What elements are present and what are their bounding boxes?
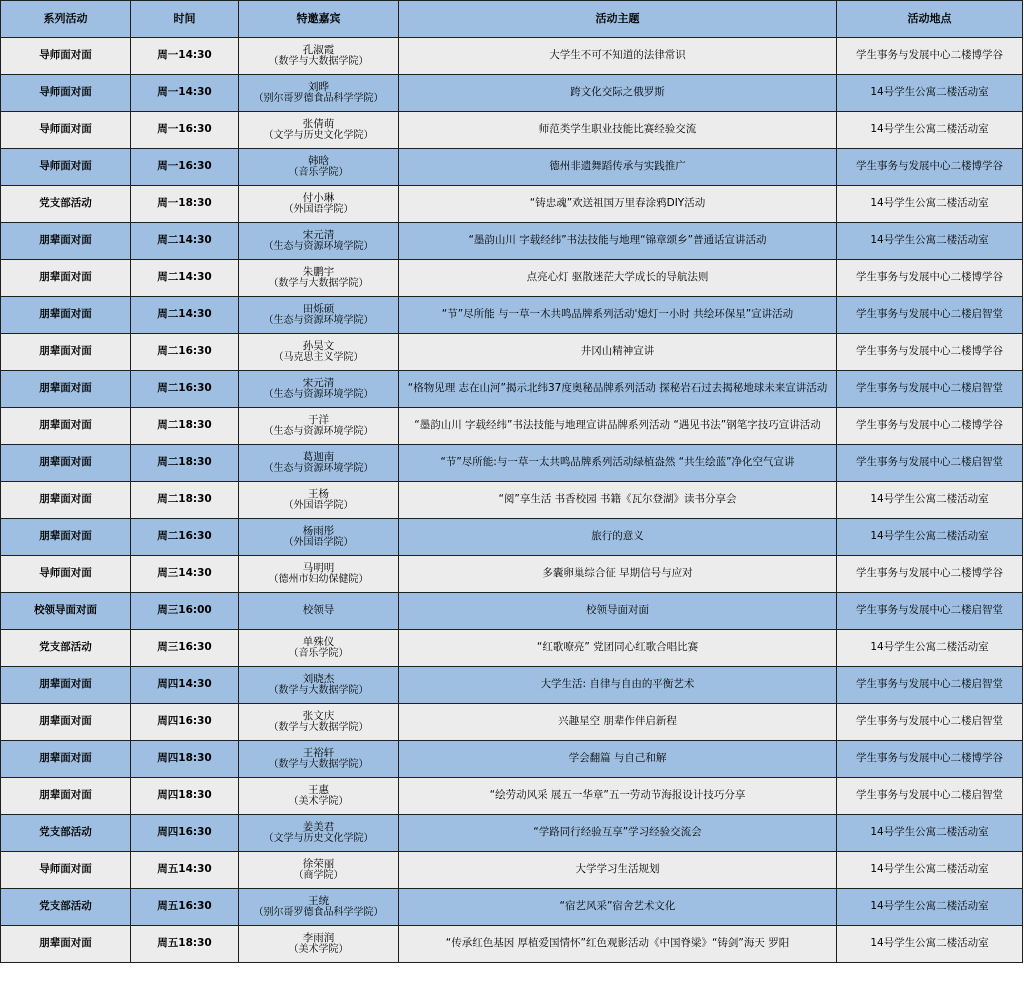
series-cell: 朋辈面对面 [1,926,131,963]
guest-affiliation: （数学与大数据学院） [268,56,369,68]
guest-name: 王统 [308,894,329,907]
table-row [1,38,1023,75]
time-cell: 周一16:30 [131,149,239,186]
time-cell: 周一14:30 [131,38,239,75]
guest-cell [239,852,399,889]
header-topic: 活动主题 [399,1,837,38]
table-row [1,778,1023,815]
guest-name: 王杨 [308,487,329,500]
guest-cell [239,593,399,630]
guest-affiliation: （数学与大数据学院） [268,722,369,734]
series-cell: 导师面对面 [1,556,131,593]
table-row [1,260,1023,297]
guest-name: 刘晓杰 [302,672,335,685]
guest-cell [239,630,399,667]
guest-cell [239,149,399,186]
time-cell: 周三14:30 [131,556,239,593]
table-row [1,815,1023,852]
series-cell: 朋辈面对面 [1,408,131,445]
topic-cell: “墨韵山川 字载经纬”书法技能与地理“锦章颂乡”普通话宣讲活动 [399,223,837,260]
table-row [1,75,1023,112]
table-row [1,889,1023,926]
series-cell: 朋辈面对面 [1,778,131,815]
series-cell: 朋辈面对面 [1,445,131,482]
time-cell: 周一14:30 [131,75,239,112]
series-cell: 朋辈面对面 [1,741,131,778]
time-cell: 周二18:30 [131,482,239,519]
guest-cell [239,778,399,815]
series-cell: 校领导面对面 [1,593,131,630]
series-cell: 朋辈面对面 [1,371,131,408]
topic-cell: “传承红色基因 厚植爱国情怀”红色观影活动《中国脊梁》“铸剑”海天 罗阳 [399,926,837,963]
guest-cell [239,741,399,778]
topic-cell: 点亮心灯 驱散迷茫大学成长的导航法则 [399,260,837,297]
guest-cell [239,260,399,297]
location-cell: 学生事务与发展中心二楼启智堂 [837,667,1023,704]
table-row [1,926,1023,963]
series-cell: 导师面对面 [1,75,131,112]
time-cell: 周一16:30 [131,112,239,149]
guest-affiliation: （生态与资源环境学院） [263,315,374,327]
guest-cell [239,38,399,75]
guest-affiliation: （文学与历史文化学院） [263,130,374,142]
series-cell: 朋辈面对面 [1,667,131,704]
time-cell: 周二16:30 [131,519,239,556]
topic-cell: “节”尽所能:与一草一太共鸣品牌系列活动绿植盎然 “共生绘蓝”净化空气宣讲 [399,445,837,482]
guest-affiliation: （生态与资源环境学院） [263,426,374,438]
topic-cell: 大学生不可不知道的法律常识 [399,38,837,75]
series-cell: 朋辈面对面 [1,260,131,297]
location-cell: 学生事务与发展中心二楼启智堂 [837,778,1023,815]
topic-cell: “节”尽所能 与一草一木共鸣品牌系列活动'熄灯一小时 共绘环保星”宣讲活动 [399,297,837,334]
guest-name: 葛迦南 [302,450,335,463]
topic-cell: “绘劳动风采 展五一华章”五一劳动节海报设计技巧分享 [399,778,837,815]
table-row [1,667,1023,704]
topic-cell: “红歌嘹亮” 党团同心红歌合唱比赛 [399,630,837,667]
topic-cell: 旅行的意义 [399,519,837,556]
series-cell: 朋辈面对面 [1,704,131,741]
time-cell: 周三16:30 [131,630,239,667]
guest-name: 徐荣丽 [302,857,335,870]
guest-affiliation: （别尔哥罗德食品科学学院） [253,93,384,105]
guest-cell [239,75,399,112]
series-cell: 导师面对面 [1,149,131,186]
guest-cell [239,556,399,593]
location-cell: 14号学生公寓二楼活动室 [837,223,1023,260]
location-cell: 14号学生公寓二楼活动室 [837,186,1023,223]
topic-cell: “格物见理 志在山河”揭示北纬37度奥秘品牌系列活动 探秘岩石过去揭秘地球未来宣讲活动 [399,371,837,408]
series-cell: 导师面对面 [1,112,131,149]
time-cell: 周五14:30 [131,852,239,889]
location-cell: 14号学生公寓二楼活动室 [837,926,1023,963]
guest-name: 张文庆 [302,709,335,722]
guest-name: 李雨润 [302,931,335,944]
series-cell: 朋辈面对面 [1,297,131,334]
table-row [1,223,1023,260]
time-cell: 周一18:30 [131,186,239,223]
guest-name: 校领导 [302,604,335,617]
time-cell: 周三16:00 [131,593,239,630]
guest-cell [239,519,399,556]
topic-cell: 德州非遗舞蹈传承与实践推广 [399,149,837,186]
guest-affiliation: （马克思主义学院） [273,352,364,364]
location-cell: 学生事务与发展中心二楼启智堂 [837,371,1023,408]
table-row [1,408,1023,445]
guest-cell [239,408,399,445]
header-series: 系列活动 [1,1,131,38]
guest-affiliation: （外国语学院） [283,500,354,512]
guest-cell [239,186,399,223]
table-row [1,741,1023,778]
guest-affiliation: （音乐学院） [288,648,349,660]
topic-cell: 学会翻篇 与自己和解 [399,741,837,778]
location-cell: 14号学生公寓二楼活动室 [837,75,1023,112]
location-cell: 14号学生公寓二楼活动室 [837,482,1023,519]
guest-affiliation: （外国语学院） [283,204,354,216]
location-cell: 学生事务与发展中心二楼启智堂 [837,704,1023,741]
table-row [1,186,1023,223]
location-cell: 14号学生公寓二楼活动室 [837,852,1023,889]
guest-name: 马明明 [302,561,335,574]
guest-affiliation: （美术学院） [288,944,349,956]
time-cell: 周二16:30 [131,371,239,408]
header-row [1,1,1023,38]
location-cell: 学生事务与发展中心二楼博学谷 [837,556,1023,593]
guest-name: 付小琳 [302,191,335,204]
series-cell: 党支部活动 [1,630,131,667]
guest-name: 孙昊文 [302,339,335,352]
guest-affiliation: （音乐学院） [288,167,349,179]
guest-affiliation: （数学与大数据学院） [268,759,369,771]
time-cell: 周二14:30 [131,297,239,334]
guest-cell [239,704,399,741]
topic-cell: 大学学习生活规划 [399,852,837,889]
header-guest: 特邀嘉宾 [239,1,399,38]
guest-affiliation: （数学与大数据学院） [268,278,369,290]
table-row [1,112,1023,149]
header-location: 活动地点 [837,1,1023,38]
location-cell: 14号学生公寓二楼活动室 [837,815,1023,852]
series-cell: 朋辈面对面 [1,482,131,519]
guest-affiliation: （文学与历史文化学院） [263,833,374,845]
guest-affiliation: （生态与资源环境学院） [263,463,374,475]
guest-cell [239,445,399,482]
guest-affiliation: （德州市妇幼保健院） [268,574,369,586]
location-cell: 学生事务与发展中心二楼启智堂 [837,445,1023,482]
topic-cell: “墨韵山川 字载经纬”书法技能与地理宣讲品牌系列活动 “遇见书法”钢笔字技巧宣讲活动 [399,408,837,445]
series-cell: 党支部活动 [1,889,131,926]
topic-cell: “阅”享生活 书香校园 书籍《瓦尔登湖》读书分享会 [399,482,837,519]
table-row [1,556,1023,593]
time-cell: 周四18:30 [131,741,239,778]
time-cell: 周二18:30 [131,445,239,482]
guest-affiliation: （外国语学院） [283,537,354,549]
table-row [1,630,1023,667]
guest-name: 于洋 [308,413,329,426]
time-cell: 周四18:30 [131,778,239,815]
table-row [1,704,1023,741]
table-row [1,297,1023,334]
location-cell: 学生事务与发展中心二楼博学谷 [837,741,1023,778]
guest-name: 杨雨彤 [302,524,335,537]
series-cell: 导师面对面 [1,38,131,75]
guest-name: 刘晔 [308,80,329,93]
header-time: 时间 [131,1,239,38]
time-cell: 周四16:30 [131,704,239,741]
guest-affiliation: （别尔哥罗德食品科学学院） [253,907,384,919]
topic-cell: “宿艺风采”宿舍艺术文化 [399,889,837,926]
guest-cell [239,223,399,260]
location-cell: 学生事务与发展中心二楼启智堂 [837,297,1023,334]
topic-cell: 师范类学生职业技能比赛经验交流 [399,112,837,149]
topic-cell: 兴趣星空 朋辈作伴启新程 [399,704,837,741]
time-cell: 周五18:30 [131,926,239,963]
guest-name: 姜美君 [302,820,335,833]
guest-cell [239,334,399,371]
location-cell: 学生事务与发展中心二楼博学谷 [837,149,1023,186]
time-cell: 周二14:30 [131,260,239,297]
table-row [1,852,1023,889]
location-cell: 14号学生公寓二楼活动室 [837,112,1023,149]
location-cell: 学生事务与发展中心二楼博学谷 [837,408,1023,445]
time-cell: 周二16:30 [131,334,239,371]
guest-cell [239,667,399,704]
guest-name: 王惠 [308,783,329,796]
guest-name: 张倩萌 [302,117,335,130]
time-cell: 周二14:30 [131,223,239,260]
guest-affiliation: （数学与大数据学院） [268,685,369,697]
time-cell: 周五16:30 [131,889,239,926]
topic-cell: “铸忠魂”欢送祖国万里春涂鸦DIY活动 [399,186,837,223]
guest-cell [239,926,399,963]
location-cell: 学生事务与发展中心二楼启智堂 [837,593,1023,630]
table-row [1,334,1023,371]
topic-cell: 跨文化交际之俄罗斯 [399,75,837,112]
guest-cell [239,297,399,334]
schedule-body [1,38,1023,963]
guest-name: 田烁硕 [302,302,335,315]
location-cell: 14号学生公寓二楼活动室 [837,889,1023,926]
location-cell: 学生事务与发展中心二楼博学谷 [837,260,1023,297]
topic-cell: 多囊卵巢综合征 早期信号与应对 [399,556,837,593]
series-cell: 朋辈面对面 [1,223,131,260]
series-cell: 党支部活动 [1,186,131,223]
guest-name: 朱鹏宇 [302,265,335,278]
location-cell: 学生事务与发展中心二楼博学谷 [837,334,1023,371]
guest-cell [239,482,399,519]
time-cell: 周二18:30 [131,408,239,445]
series-cell: 朋辈面对面 [1,519,131,556]
guest-affiliation: （美术学院） [288,796,349,808]
guest-cell [239,371,399,408]
location-cell: 14号学生公寓二楼活动室 [837,630,1023,667]
guest-affiliation: （商学院） [293,870,344,882]
guest-name: 宋元清 [302,376,335,389]
guest-cell [239,112,399,149]
table-row [1,149,1023,186]
time-cell: 周四14:30 [131,667,239,704]
table-row [1,593,1023,630]
guest-affiliation: （生态与资源环境学院） [263,241,374,253]
guest-affiliation: （生态与资源环境学院） [263,389,374,401]
location-cell: 14号学生公寓二楼活动室 [837,519,1023,556]
time-cell: 周四16:30 [131,815,239,852]
series-cell: 朋辈面对面 [1,334,131,371]
table-row [1,371,1023,408]
guest-cell [239,815,399,852]
topic-cell: 大学生活: 自律与自由的平衡艺术 [399,667,837,704]
topic-cell: 井冈山精神宣讲 [399,334,837,371]
topic-cell: “学路同行经验互享”学习经验交流会 [399,815,837,852]
guest-name: 宋元清 [302,228,335,241]
table-row [1,445,1023,482]
series-cell: 党支部活动 [1,815,131,852]
location-cell: 学生事务与发展中心二楼博学谷 [837,38,1023,75]
table-row [1,482,1023,519]
guest-name: 王裕轩 [302,746,335,759]
guest-name: 孔淑霞 [302,43,335,56]
series-cell: 导师面对面 [1,852,131,889]
topic-cell: 校领导面对面 [399,593,837,630]
guest-name: 单殊仪 [302,635,335,648]
guest-name: 韩晗 [308,154,329,167]
table-row [1,519,1023,556]
guest-cell [239,889,399,926]
